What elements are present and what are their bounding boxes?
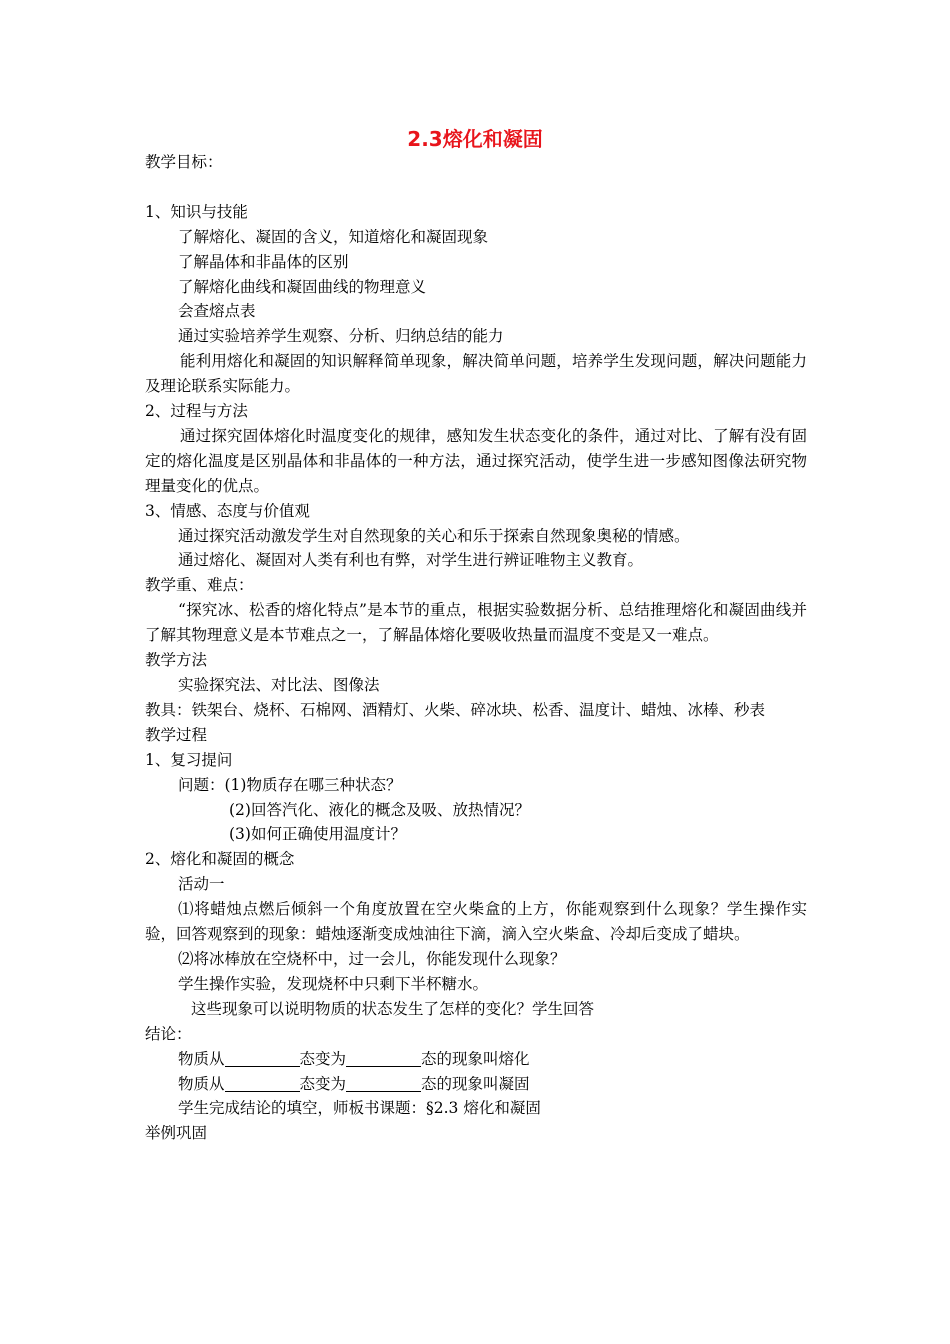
review-question: (2)回答汽化、液化的概念及吸、放热情况？ [229, 800, 530, 819]
methods-text: 实验探究法、对比法、图像法 [178, 676, 380, 695]
activity-label: 活动一 [178, 875, 225, 894]
section-knowledge-heading: 1、知识与技能 [145, 202, 248, 221]
fill-text: 态变为 [299, 1049, 347, 1068]
fill-text: 态的现象叫熔化 [421, 1049, 530, 1068]
conclusion-label: 结论： [145, 1024, 192, 1043]
fill-text: 态变为 [299, 1074, 347, 1093]
section-process-method-heading: 2、过程与方法 [145, 402, 248, 421]
review-question: (3)如何正确使用温度计？ [229, 825, 406, 844]
process-method-paragraph: 通过探究固体熔化时温度变化的规律，感知发生状态变化的条件，通过对比、了解有没有固定的熔化温度是区别晶体和非晶体的一种方法，通过探究活动，使学生进一步感知图像法研究物理量变化的优点。 [145, 426, 807, 495]
tools-text: 教具：铁架台、烧杯、石棉网、酒精灯、火柴、碎冰块、松香、温度计、蜡烛、冰棒、秒表 [145, 700, 766, 719]
methods-heading: 教学方法 [145, 651, 208, 670]
fill-text: 物质从 [178, 1049, 225, 1068]
knowledge-item: 能利用熔化和凝固的知识解释简单现象，解决简单问题，培养学生发现问题，解决问题能力及理论联系实际能力。 [145, 352, 807, 396]
review-question: 问题：(1)物质存在哪三种状态？ [178, 775, 402, 794]
attitude-item: 通过探究活动激发学生对自然现象的关心和乐于探索自然现象奥秘的情感。 [178, 526, 690, 545]
goals-heading: 教学目标： [145, 153, 223, 171]
fill-blank-melting [145, 1047, 807, 1072]
fill-blank-solidifying [145, 1072, 807, 1097]
concept-heading: 2、熔化和凝固的概念 [145, 850, 295, 869]
knowledge-item: 了解熔化曲线和凝固曲线的物理意义 [178, 277, 427, 296]
examples-heading: 举例巩固 [145, 1124, 208, 1143]
activity-question: 这些现象可以说明物质的状态发生了怎样的变化？学生回答 [191, 999, 595, 1018]
process-heading: 教学过程 [145, 725, 208, 744]
fill-text: 物质从 [178, 1074, 225, 1093]
knowledge-item: 了解熔化、凝固的含义，知道熔化和凝固现象 [178, 227, 489, 246]
activity-step: 学生操作实验，发现烧杯中只剩下半杯糖水。 [178, 974, 489, 993]
knowledge-item: 了解晶体和非晶体的区别 [178, 252, 349, 271]
document-body [145, 150, 807, 1146]
keypoints-heading: 教学重、难点： [145, 576, 254, 595]
knowledge-item: 会查熔点表 [178, 302, 256, 321]
blank-line [346, 1050, 421, 1067]
activity-step: ⑵将冰棒放在空烧杯中，过一会儿，你能发现什么现象？ [178, 949, 566, 968]
blank-line [225, 1075, 300, 1092]
review-heading: 1、复习提问 [145, 750, 233, 769]
section-attitude-heading: 3、情感、态度与价值观 [145, 501, 310, 520]
spacer [145, 175, 807, 200]
page-title: 2.3熔化和凝固 [407, 127, 543, 151]
activity-step: ⑴将蜡烛点燃后倾斜一个角度放置在空火柴盒的上方，你能观察到什么现象？学生操作实验，回答观察到的现象：蜡烛逐渐变成烛油往下滴，滴入空火柴盒、冷却后变成了蜡块。 [145, 900, 807, 944]
fill-text: 态的现象叫凝固 [421, 1074, 530, 1093]
knowledge-item: 通过实验培养学生观察、分析、归纳总结的能力 [178, 327, 504, 346]
keypoints-paragraph: “探究冰、松香的熔化特点”是本节的重点，根据实验数据分析、总结推理熔化和凝固曲线并了解其物理意义是本节难点之一，了解晶体熔化要吸收热量而温度不变是又一难点。 [145, 601, 807, 645]
blank-line [225, 1050, 300, 1067]
board-note: 学生完成结论的填空，师板书课题：§2.3 熔化和凝固 [178, 1099, 541, 1118]
attitude-item: 通过熔化、凝固对人类有利也有弊，对学生进行辨证唯物主义教育。 [178, 551, 644, 570]
blank-line [346, 1075, 421, 1092]
